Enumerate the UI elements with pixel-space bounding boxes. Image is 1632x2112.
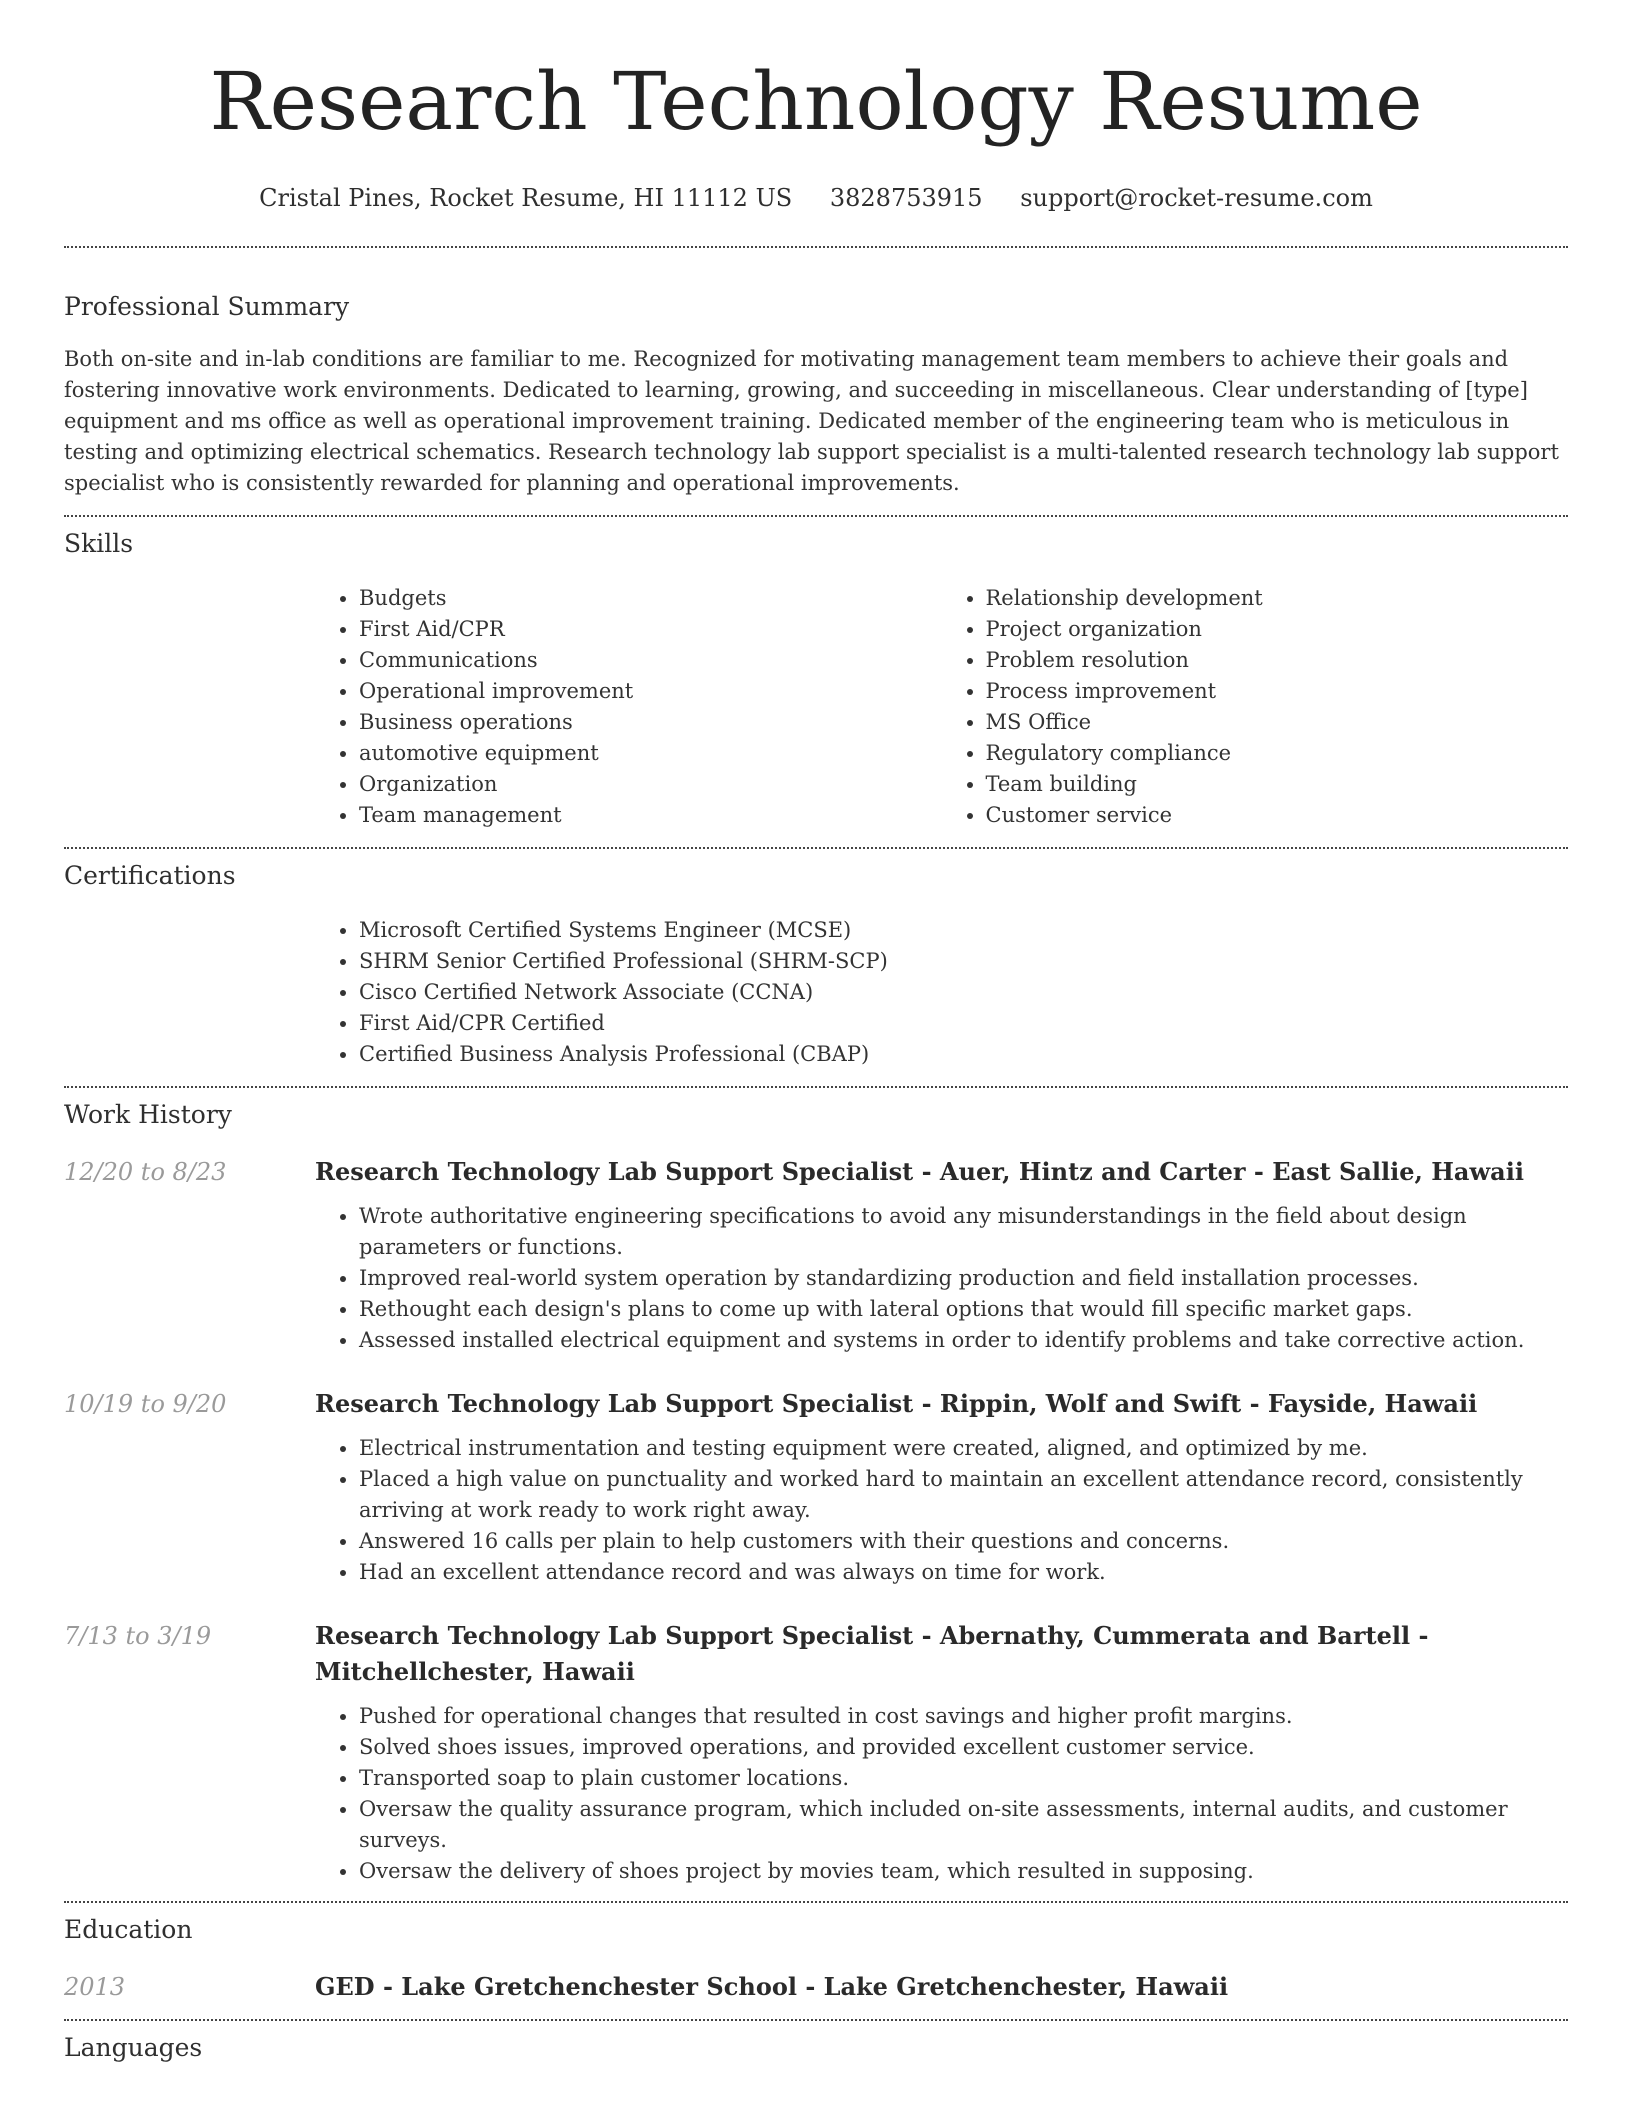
section-title-languages: Languages	[64, 2033, 203, 2062]
job-bullets	[315, 1701, 1568, 1887]
skills-list-right	[942, 583, 1569, 831]
contact-line	[0, 182, 1632, 214]
divider	[64, 847, 1568, 849]
certification-item: • Cisco Certified Network Associate (CCNA)	[359, 977, 1568, 1008]
skill-item: • Business operations	[359, 707, 942, 738]
job-title: Research Technology Lab Support Specialist - Abernathy, Cummerata and Bartell - Mitchellchester, Hawaii	[315, 1621, 1429, 1686]
job-entry	[64, 1618, 1568, 1887]
section-title-work-history: Work History	[64, 1100, 232, 1129]
job-dates: 10/19 to 9/20	[64, 1390, 227, 1418]
divider	[64, 515, 1568, 517]
education-entry	[64, 1969, 1568, 2005]
job-dates: 12/20 to 8/23	[64, 1158, 227, 1186]
job-title: Research Technology Lab Support Specialist - Rippin, Wolf and Swift - Fayside, Hawaii	[315, 1389, 1478, 1418]
skill-item: • Team building	[986, 769, 1569, 800]
job-bullet: • Transported soap to plain customer locations.	[359, 1763, 1568, 1794]
job-bullet: • Oversaw the delivery of shoes project by movies team, which resulted in supposing.	[359, 1856, 1568, 1887]
summary-text: Both on-site and in-lab conditions are familiar to me. Recognized for motivating management team members to achieve their goals and fostering innovative work environments. Dedicated to learning, growing, and succeeding in miscellaneous. Clear understanding of [type] equipment and ms office as well as operational improvement training. Dedicated member of the engineering team who is meticulous in testing and optimizing electrical schematics. Research technology lab support specialist is a multi-talented research technology lab support specialist who is consistently rewarded for planning and operational improvements.	[64, 347, 1559, 495]
job-bullets	[315, 1201, 1568, 1356]
skills-grid	[315, 583, 1568, 831]
contact-address: Cristal Pines, Rocket Resume, HI 11112 US	[259, 184, 793, 212]
contact-phone: 3828753915	[829, 184, 983, 212]
skill-item: • Operational improvement	[359, 676, 942, 707]
job-title: Research Technology Lab Support Specialist - Auer, Hintz and Carter - East Sallie, Hawaii	[315, 1157, 1524, 1186]
skill-item: • MS Office	[986, 707, 1569, 738]
skill-item: • Team management	[359, 800, 942, 831]
education-year: 2013	[64, 1973, 126, 2001]
certification-item: • First Aid/CPR Certified	[359, 1008, 1568, 1039]
skill-item: • Budgets	[359, 583, 942, 614]
education-title: GED - Lake Gretchenchester School - Lake Gretchenchester, Hawaii	[315, 1972, 1229, 2001]
job-bullet: • Improved real-world system operation by standardizing production and field installation processes.	[359, 1263, 1568, 1294]
contact-email: support@rocket-resume.com	[1020, 184, 1373, 212]
skill-item: • Project organization	[986, 614, 1569, 645]
skill-item: • automotive equipment	[359, 738, 942, 769]
skills-section	[0, 527, 1632, 831]
divider	[64, 246, 1568, 248]
job-bullet: • Rethought each design's plans to come up with lateral options that would fill specific market gaps.	[359, 1294, 1568, 1325]
job-bullet: • Answered 16 calls per plain to help customers with their questions and concerns.	[359, 1526, 1568, 1557]
job-bullets	[315, 1433, 1568, 1588]
section-title-certifications: Certifications	[64, 861, 236, 890]
work-history-section	[0, 1098, 1632, 1887]
divider	[64, 1086, 1568, 1088]
skills-list-left	[315, 583, 942, 831]
education-body	[315, 1969, 1568, 2005]
certification-item: • SHRM Senior Certified Professional (SHRM-SCP)	[359, 946, 1568, 977]
languages-section	[0, 2031, 1632, 2065]
certifications-list	[315, 915, 1568, 1070]
certification-item: • Certified Business Analysis Professional (CBAP)	[359, 1039, 1568, 1070]
divider	[64, 2019, 1568, 2021]
job-body	[315, 1154, 1568, 1356]
summary-section	[0, 290, 1632, 499]
skill-item: • Organization	[359, 769, 942, 800]
certifications-section	[0, 859, 1632, 1070]
divider	[64, 1901, 1568, 1903]
skill-item: • Regulatory compliance	[986, 738, 1569, 769]
skill-item: • Relationship development	[986, 583, 1569, 614]
job-bullet: • Solved shoes issues, improved operations, and provided excellent customer service.	[359, 1732, 1568, 1763]
job-entry	[64, 1154, 1568, 1356]
job-bullet: • Oversaw the quality assurance program, which included on-site assessments, internal audits, and customer surveys.	[359, 1794, 1568, 1856]
section-title-education: Education	[64, 1915, 193, 1944]
job-dates: 7/13 to 3/19	[64, 1622, 212, 1650]
job-body	[315, 1386, 1568, 1588]
section-title-summary: Professional Summary	[64, 292, 350, 321]
education-section	[0, 1913, 1632, 2005]
skill-item: • Communications	[359, 645, 942, 676]
skill-item: • First Aid/CPR	[359, 614, 942, 645]
job-bullet: • Pushed for operational changes that resulted in cost savings and higher profit margins.	[359, 1701, 1568, 1732]
job-bullet: • Electrical instrumentation and testing equipment were created, aligned, and optimized by me.	[359, 1433, 1568, 1464]
job-bullet: • Had an excellent attendance record and was always on time for work.	[359, 1557, 1568, 1588]
job-entry	[64, 1386, 1568, 1588]
section-title-skills: Skills	[64, 529, 134, 558]
job-bullet: • Placed a high value on punctuality and worked hard to maintain an excellent attendance record, consistently arriving at work ready to work right away.	[359, 1464, 1568, 1526]
resume-title: Research Technology Resume	[209, 55, 1423, 148]
job-bullet: • Assessed installed electrical equipment and systems in order to identify problems and take corrective action.	[359, 1325, 1568, 1356]
certification-item: • Microsoft Certified Systems Engineer (MCSE)	[359, 915, 1568, 946]
resume-header	[0, 0, 1632, 214]
skill-item: • Problem resolution	[986, 645, 1569, 676]
skill-item: • Process improvement	[986, 676, 1569, 707]
job-bullet: • Wrote authoritative engineering specifications to avoid any misunderstandings in the field about design parameters or functions.	[359, 1201, 1568, 1263]
job-body	[315, 1618, 1568, 1887]
skill-item: • Customer service	[986, 800, 1569, 831]
